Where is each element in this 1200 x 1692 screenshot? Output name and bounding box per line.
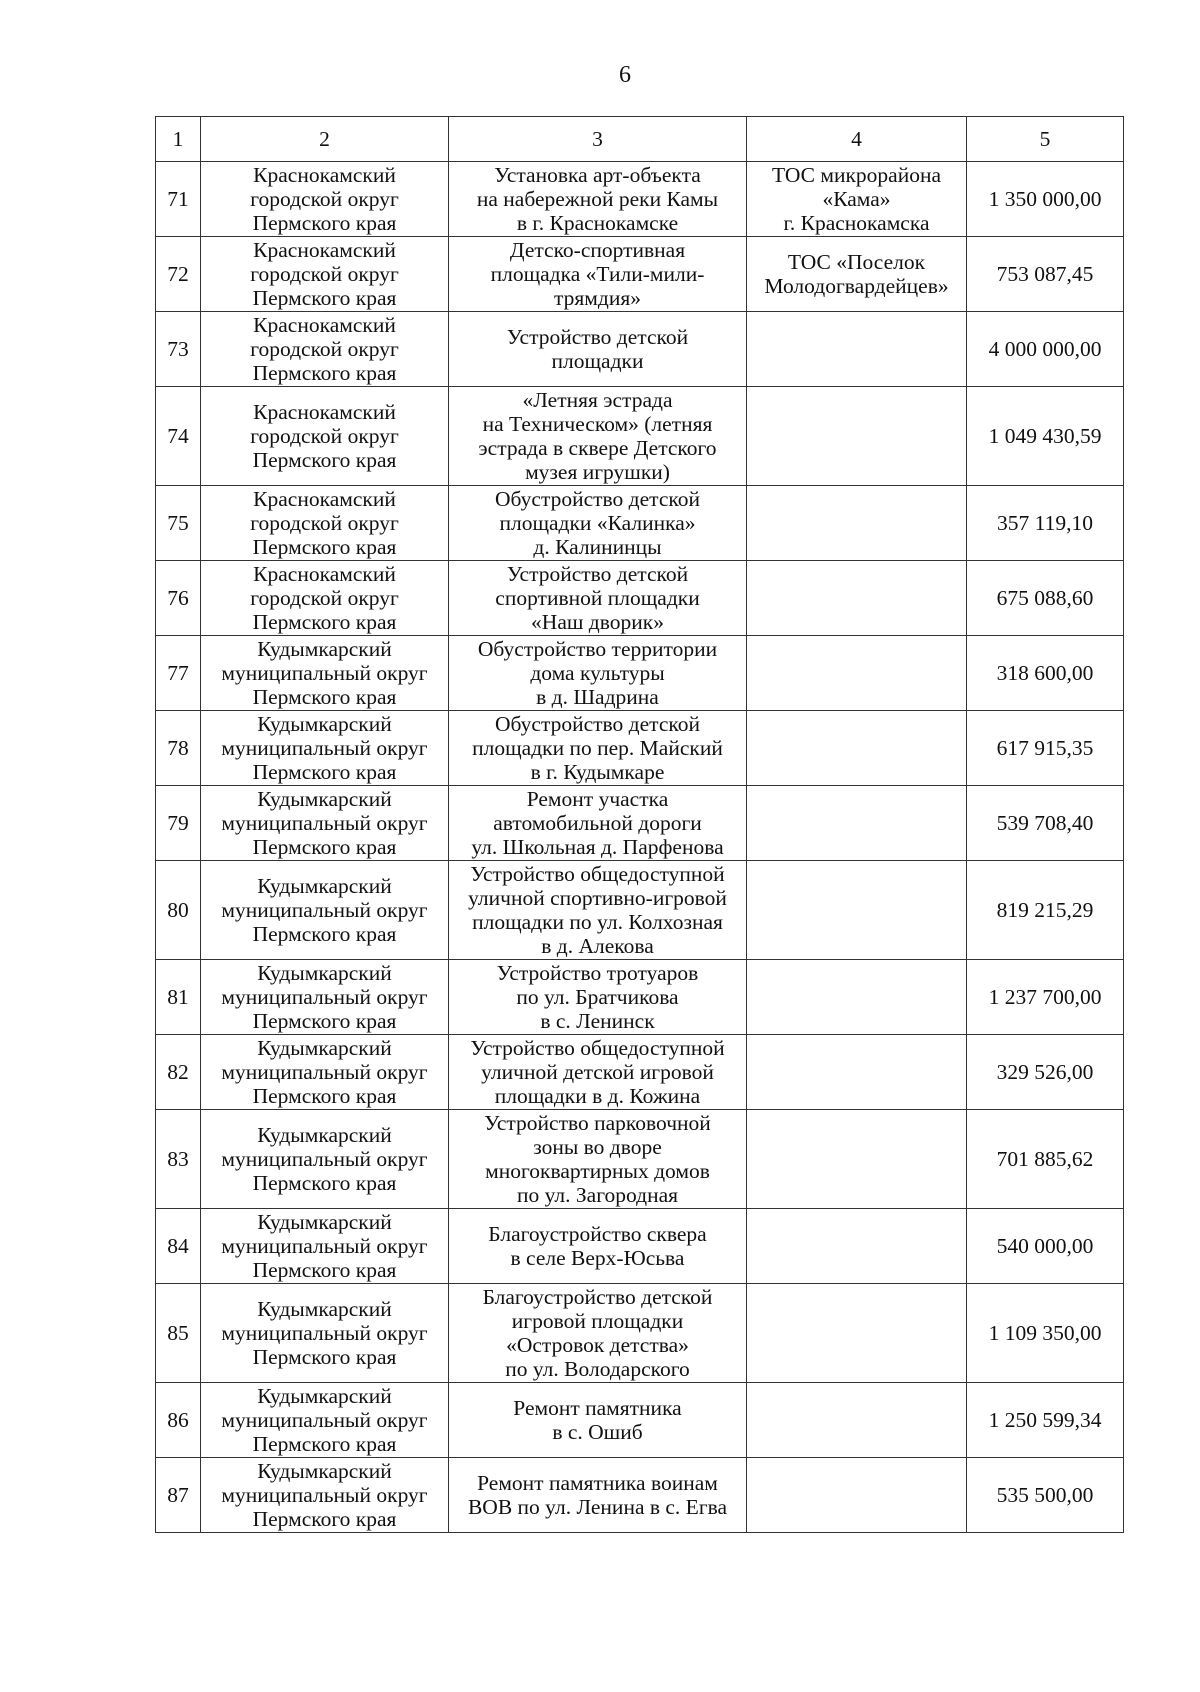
- column-header: 3: [449, 117, 747, 162]
- amount-cell: 1 109 350,00: [967, 1284, 1124, 1383]
- amount-cell: 329 526,00: [967, 1035, 1124, 1110]
- cell-line: муниципальный округ: [221, 1483, 428, 1507]
- cell-line: «Наш дворик»: [531, 610, 664, 634]
- row-number: 77: [156, 636, 201, 711]
- initiator-cell: [747, 387, 967, 486]
- table-row: [156, 861, 1124, 960]
- page-number: 6: [619, 62, 631, 88]
- table-header-row: [156, 117, 1124, 162]
- cell-line: Кудымкарский: [257, 637, 392, 661]
- table-row: [156, 1383, 1124, 1458]
- cell-line: ТОС микрорайона: [771, 163, 941, 187]
- municipality-cell: [201, 861, 449, 960]
- project-cell: [449, 1035, 747, 1110]
- cell-line: «Кама»: [822, 187, 891, 211]
- project-cell: [449, 711, 747, 786]
- initiator-cell: [747, 1110, 967, 1209]
- amount-cell: 753 087,45: [967, 237, 1124, 312]
- cell-line: дома культуры: [530, 661, 665, 685]
- cell-line: Пермского края: [252, 361, 397, 385]
- cell-line: площадки по пер. Майский: [472, 736, 723, 760]
- initiator-cell: [747, 861, 967, 960]
- cell-line: городской округ: [250, 586, 399, 610]
- municipality-cell: [201, 960, 449, 1035]
- row-number: 85: [156, 1284, 201, 1383]
- cell-line: Детско-спортивная: [509, 238, 686, 262]
- cell-line: Пермского края: [252, 535, 397, 559]
- amount-cell: 1 237 700,00: [967, 960, 1124, 1035]
- project-cell: [449, 1110, 747, 1209]
- municipality-cell: [201, 561, 449, 636]
- cell-line: ТОС «Поселок: [787, 250, 926, 274]
- cell-line: Краснокамский: [253, 487, 396, 511]
- cell-line: в г. Краснокамске: [516, 211, 679, 235]
- municipality-cell: [201, 1284, 449, 1383]
- cell-line: зоны во дворе: [533, 1135, 662, 1159]
- cell-line: муниципальный округ: [221, 736, 428, 760]
- cell-line: автомобильной дороги: [493, 811, 702, 835]
- project-cell: [449, 162, 747, 237]
- cell-line: городской округ: [250, 187, 399, 211]
- cell-line: в селе Верх-Юсьва: [510, 1246, 685, 1270]
- cell-line: Краснокамский: [253, 238, 396, 262]
- column-header: 1: [156, 117, 201, 162]
- row-number: 83: [156, 1110, 201, 1209]
- cell-line: в д. Шадрина: [536, 685, 659, 709]
- cell-line: «Летняя эстрада: [522, 388, 673, 412]
- amount-cell: 1 250 599,34: [967, 1383, 1124, 1458]
- row-number: 81: [156, 960, 201, 1035]
- table-row: [156, 960, 1124, 1035]
- amount-cell: 4 000 000,00: [967, 312, 1124, 387]
- cell-line: Кудымкарский: [257, 874, 392, 898]
- column-header: 2: [201, 117, 449, 162]
- cell-line: Кудымкарский: [257, 1459, 392, 1483]
- municipality-cell: [201, 1110, 449, 1209]
- cell-line: в с. Ленинск: [540, 1009, 655, 1033]
- cell-line: в с. Ошиб: [552, 1420, 643, 1444]
- initiator-cell: [747, 486, 967, 561]
- municipality-cell: [201, 237, 449, 312]
- amount-cell: 539 708,40: [967, 786, 1124, 861]
- cell-line: Пермского края: [252, 610, 397, 634]
- cell-line: эстрада в сквере Детского: [478, 436, 717, 460]
- cell-line: Кудымкарский: [257, 712, 392, 736]
- cell-line: городской округ: [250, 262, 399, 286]
- initiator-cell: [747, 636, 967, 711]
- table-row: [156, 1035, 1124, 1110]
- cell-line: д. Калининцы: [533, 535, 662, 559]
- cell-line: площадка «Тили-мили-: [490, 262, 705, 286]
- cell-line: Молодогвардейцев»: [764, 274, 949, 298]
- cell-line: Пермского края: [252, 1171, 397, 1195]
- initiator-cell: [747, 237, 967, 312]
- municipality-cell: [201, 1383, 449, 1458]
- cell-line: «Островок детства»: [506, 1333, 689, 1357]
- municipality-cell: [201, 636, 449, 711]
- table-row: [156, 312, 1124, 387]
- cell-line: Устройство детской: [506, 562, 689, 586]
- cell-line: Пермского края: [252, 1009, 397, 1033]
- cell-line: Обустройство территории: [477, 637, 718, 661]
- initiator-cell: [747, 312, 967, 387]
- initiator-cell: [747, 1035, 967, 1110]
- project-cell: [449, 1458, 747, 1533]
- cell-line: Краснокамский: [253, 400, 396, 424]
- initiator-cell: [747, 786, 967, 861]
- cell-line: Пермского края: [252, 211, 397, 235]
- cell-line: Кудымкарский: [257, 1210, 392, 1234]
- cell-line: Ремонт памятника воинам: [477, 1471, 718, 1495]
- initiator-cell: [747, 1458, 967, 1533]
- cell-line: трямдия»: [554, 286, 641, 310]
- cell-line: Устройство общедоступной: [470, 1036, 725, 1060]
- cell-line: муниципальный округ: [221, 1408, 428, 1432]
- cell-line: уличной детской игровой: [481, 1060, 714, 1084]
- cell-line: муниципальный округ: [221, 661, 428, 685]
- project-cell: [449, 387, 747, 486]
- cell-line: муниципальный округ: [221, 898, 428, 922]
- municipality-cell: [201, 486, 449, 561]
- cell-line: Пермского края: [252, 448, 397, 472]
- row-number: 86: [156, 1383, 201, 1458]
- cell-line: по ул. Володарского: [505, 1357, 690, 1381]
- cell-line: площадки по ул. Колхозная: [472, 910, 723, 934]
- cell-line: площадки: [551, 349, 644, 373]
- municipality-cell: [201, 162, 449, 237]
- row-number: 84: [156, 1209, 201, 1284]
- cell-line: ул. Школьная д. Парфенова: [471, 835, 724, 859]
- table-body: [156, 162, 1124, 1533]
- cell-line: Ремонт участка: [526, 787, 669, 811]
- municipality-cell: [201, 387, 449, 486]
- column-header: 5: [967, 117, 1124, 162]
- cell-line: многоквартирных домов: [485, 1159, 710, 1183]
- cell-line: муниципальный округ: [221, 1060, 428, 1084]
- cell-line: Пермского края: [252, 1084, 397, 1108]
- cell-line: уличной спортивно-игровой: [468, 886, 727, 910]
- row-number: 78: [156, 711, 201, 786]
- municipality-cell: [201, 1458, 449, 1533]
- row-number: 80: [156, 861, 201, 960]
- cell-line: Обустройство детской: [495, 712, 700, 736]
- cell-line: площадки в д. Кожина: [494, 1084, 701, 1108]
- cell-line: Пермского края: [252, 835, 397, 859]
- project-cell: [449, 636, 747, 711]
- cell-line: Кудымкарский: [257, 1384, 392, 1408]
- cell-line: Краснокамский: [253, 163, 396, 187]
- cell-line: Устройство общедоступной: [470, 862, 725, 886]
- project-cell: [449, 1284, 747, 1383]
- table-row: [156, 387, 1124, 486]
- amount-cell: 1 049 430,59: [967, 387, 1124, 486]
- cell-line: Кудымкарский: [257, 961, 392, 985]
- municipality-cell: [201, 1209, 449, 1284]
- initiator-cell: [747, 711, 967, 786]
- cell-line: Кудымкарский: [257, 1123, 392, 1147]
- initiator-cell: [747, 1284, 967, 1383]
- project-cell: [449, 1383, 747, 1458]
- project-cell: [449, 237, 747, 312]
- cell-line: городской округ: [250, 337, 399, 361]
- row-number: 87: [156, 1458, 201, 1533]
- amount-cell: 617 915,35: [967, 711, 1124, 786]
- cell-line: Пермского края: [252, 1507, 397, 1531]
- row-number: 74: [156, 387, 201, 486]
- table-row: [156, 786, 1124, 861]
- cell-line: Установка арт-объекта: [494, 163, 701, 187]
- table-row: [156, 711, 1124, 786]
- cell-line: Устройство детской: [506, 325, 689, 349]
- table-row: [156, 1209, 1124, 1284]
- cell-line: Благоустройство сквера: [488, 1222, 707, 1246]
- cell-line: муниципальный округ: [221, 1147, 428, 1171]
- table-row: [156, 1458, 1124, 1533]
- cell-line: в г. Кудымкаре: [530, 760, 665, 784]
- amount-cell: 701 885,62: [967, 1110, 1124, 1209]
- municipality-cell: [201, 786, 449, 861]
- cell-line: Кудымкарский: [257, 1297, 392, 1321]
- row-number: 76: [156, 561, 201, 636]
- row-number: 72: [156, 237, 201, 312]
- cell-line: Ремонт памятника: [513, 1396, 682, 1420]
- table-row: [156, 237, 1124, 312]
- projects-table: [155, 116, 1124, 1533]
- row-number: 73: [156, 312, 201, 387]
- project-cell: [449, 486, 747, 561]
- initiator-cell: [747, 960, 967, 1035]
- cell-line: Пермского края: [252, 922, 397, 946]
- cell-line: Краснокамский: [253, 562, 396, 586]
- cell-line: по ул. Загородная: [516, 1183, 679, 1207]
- row-number: 75: [156, 486, 201, 561]
- row-number: 82: [156, 1035, 201, 1110]
- cell-line: Пермского края: [252, 685, 397, 709]
- project-cell: [449, 786, 747, 861]
- project-cell: [449, 1209, 747, 1284]
- cell-line: Устройство тротуаров: [496, 961, 699, 985]
- project-cell: [449, 561, 747, 636]
- municipality-cell: [201, 711, 449, 786]
- cell-line: Кудымкарский: [257, 1036, 392, 1060]
- row-number: 71: [156, 162, 201, 237]
- project-cell: [449, 312, 747, 387]
- table-row: [156, 1284, 1124, 1383]
- cell-line: в д. Алекова: [541, 934, 654, 958]
- cell-line: музея игрушки): [525, 460, 670, 484]
- cell-line: по ул. Братчикова: [516, 985, 679, 1009]
- amount-cell: 535 500,00: [967, 1458, 1124, 1533]
- cell-line: Благоустройство детской: [482, 1285, 713, 1309]
- amount-cell: 540 000,00: [967, 1209, 1124, 1284]
- cell-line: Пермского края: [252, 1432, 397, 1456]
- cell-line: игровой площадки: [511, 1309, 684, 1333]
- cell-line: спортивной площадки: [495, 586, 700, 610]
- amount-cell: 819 215,29: [967, 861, 1124, 960]
- municipality-cell: [201, 1035, 449, 1110]
- cell-line: городской округ: [250, 424, 399, 448]
- table-row: [156, 1110, 1124, 1209]
- cell-line: Пермского края: [252, 286, 397, 310]
- table-row: [156, 486, 1124, 561]
- initiator-cell: [747, 561, 967, 636]
- table-row: [156, 162, 1124, 237]
- amount-cell: 357 119,10: [967, 486, 1124, 561]
- cell-line: Кудымкарский: [257, 787, 392, 811]
- project-cell: [449, 960, 747, 1035]
- amount-cell: 318 600,00: [967, 636, 1124, 711]
- initiator-cell: [747, 1383, 967, 1458]
- cell-line: Устройство парковочной: [484, 1111, 711, 1135]
- cell-line: на набережной реки Камы: [476, 187, 719, 211]
- initiator-cell: [747, 162, 967, 237]
- amount-cell: 1 350 000,00: [967, 162, 1124, 237]
- cell-line: на Техническом» (летняя: [482, 412, 713, 436]
- cell-line: муниципальный округ: [221, 1234, 428, 1258]
- cell-line: муниципальный округ: [221, 1321, 428, 1345]
- cell-line: Пермского края: [252, 1258, 397, 1282]
- amount-cell: 675 088,60: [967, 561, 1124, 636]
- cell-line: площадки «Калинка»: [499, 511, 696, 535]
- cell-line: муниципальный округ: [221, 811, 428, 835]
- cell-line: Краснокамский: [253, 313, 396, 337]
- cell-line: муниципальный округ: [221, 985, 428, 1009]
- cell-line: Пермского края: [252, 760, 397, 784]
- table-row: [156, 561, 1124, 636]
- cell-line: г. Краснокамска: [783, 211, 930, 235]
- initiator-cell: [747, 1209, 967, 1284]
- table-row: [156, 636, 1124, 711]
- cell-line: городской округ: [250, 511, 399, 535]
- municipality-cell: [201, 312, 449, 387]
- column-header: 4: [747, 117, 967, 162]
- cell-line: ВОВ по ул. Ленина в с. Егва: [467, 1495, 728, 1519]
- row-number: 79: [156, 786, 201, 861]
- project-cell: [449, 861, 747, 960]
- cell-line: Пермского края: [252, 1345, 397, 1369]
- cell-line: Обустройство детской: [495, 487, 700, 511]
